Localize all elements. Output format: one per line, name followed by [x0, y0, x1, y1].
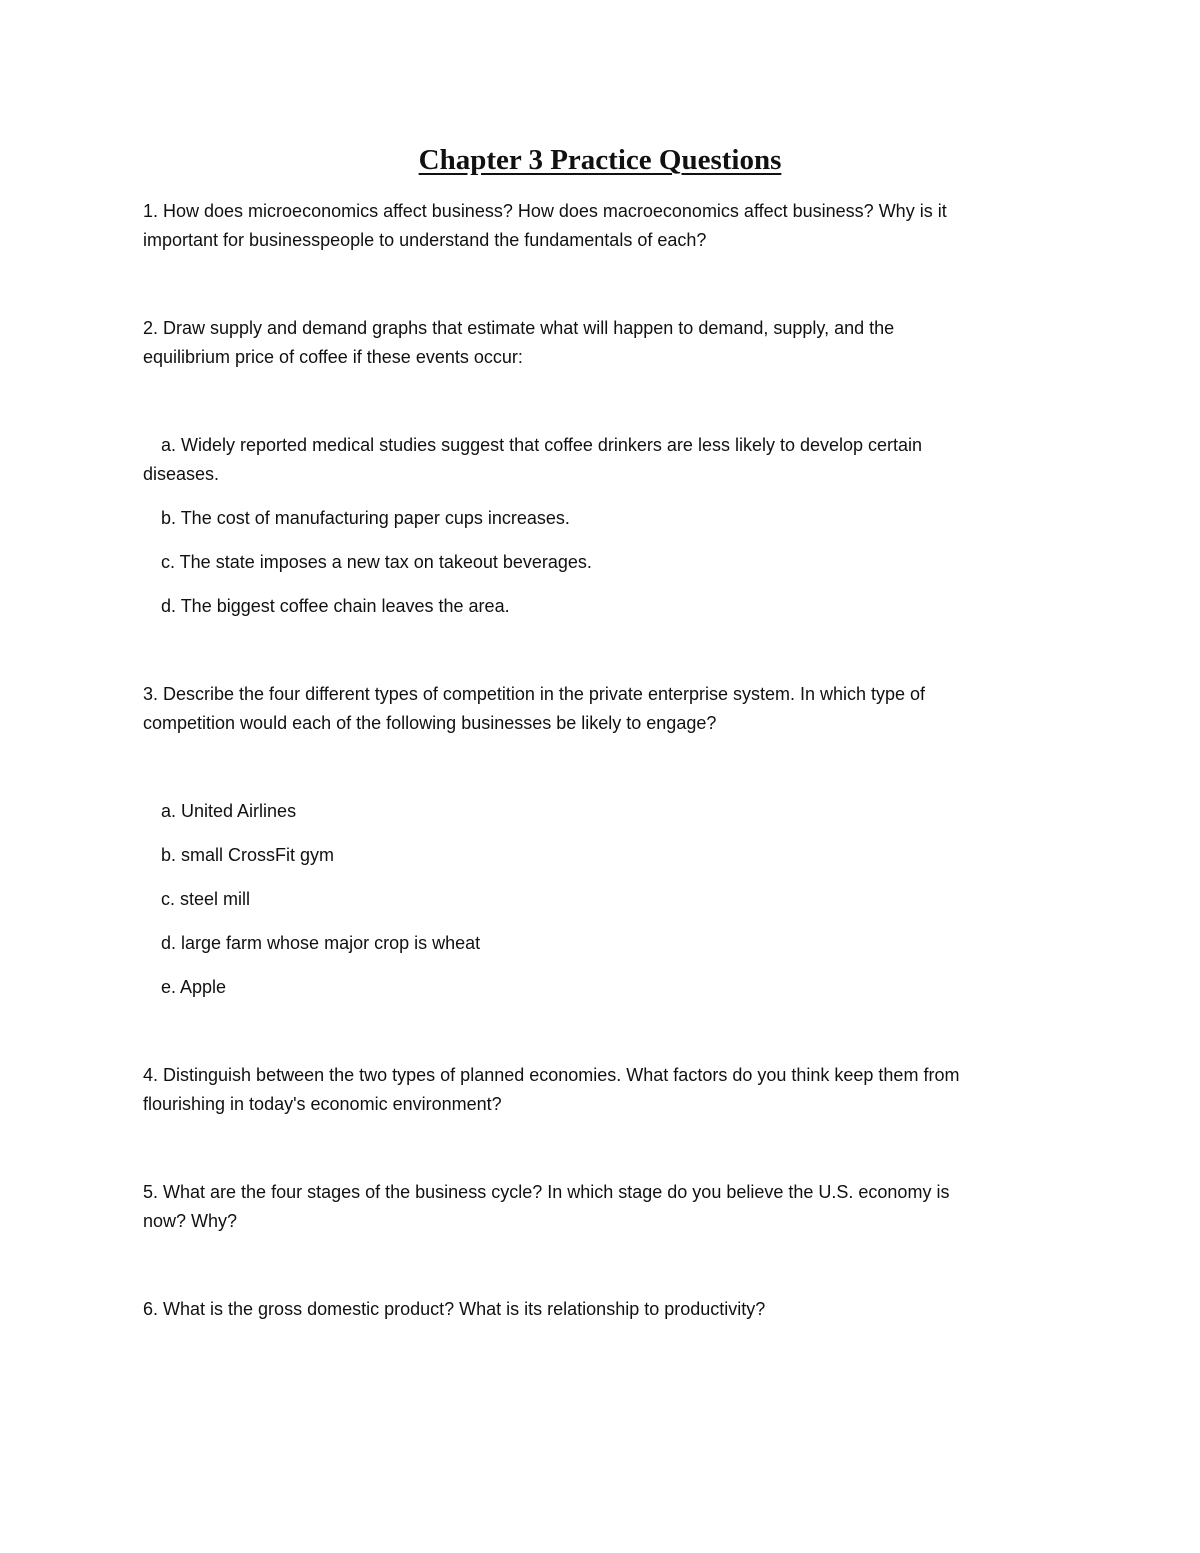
question-3-line-1: 3. Describe the four different types of competition in the private enterprise system. In which type of	[143, 684, 926, 704]
question-2-item-b: b. The cost of manufacturing paper cups increases.	[161, 508, 570, 528]
question-2-item-a-continued: diseases.	[143, 464, 220, 484]
question-2-item-c: c. The state imposes a new tax on takeout beverages.	[161, 552, 592, 572]
question-2-item-a: a. Widely reported medical studies suggest that coffee drinkers are less likely to develop certain	[161, 435, 923, 455]
question-5-line-1: 5. What are the four stages of the business cycle? In which stage do you believe the U.S. economy is	[143, 1182, 950, 1202]
question-2-item-d: d. The biggest coffee chain leaves the area.	[161, 596, 510, 616]
question-3-line-2: competition would each of the following businesses be likely to engage?	[143, 713, 717, 733]
question-1-line-1: 1. How does microeconomics affect business? How does macroeconomics affect business? Why is it	[143, 201, 947, 221]
question-3-item-a: a. United Airlines	[161, 801, 297, 821]
question-6-line-1: 6. What is the gross domestic product? What is its relationship to productivity?	[143, 1299, 766, 1319]
question-1-line-2: important for businesspeople to understand the fundamentals of each?	[143, 230, 707, 250]
question-4-line-1: 4. Distinguish between the two types of planned economies. What factors do you think keep them from	[143, 1065, 960, 1085]
question-3-item-c: c. steel mill	[161, 889, 251, 909]
question-4-line-2: flourishing in today's economic environment?	[143, 1094, 502, 1114]
question-2-line-2: equilibrium price of coffee if these events occur:	[143, 347, 523, 367]
question-3-item-b: b. small CrossFit gym	[161, 845, 335, 865]
question-5-line-2: now? Why?	[143, 1211, 238, 1231]
question-3-item-d: d. large farm whose major crop is wheat	[161, 933, 481, 953]
question-3-item-e: e. Apple	[161, 977, 227, 997]
page-title: Chapter 3 Practice Questions	[418, 144, 782, 176]
question-2-line-1: 2. Draw supply and demand graphs that estimate what will happen to demand, supply, and the	[143, 318, 895, 338]
